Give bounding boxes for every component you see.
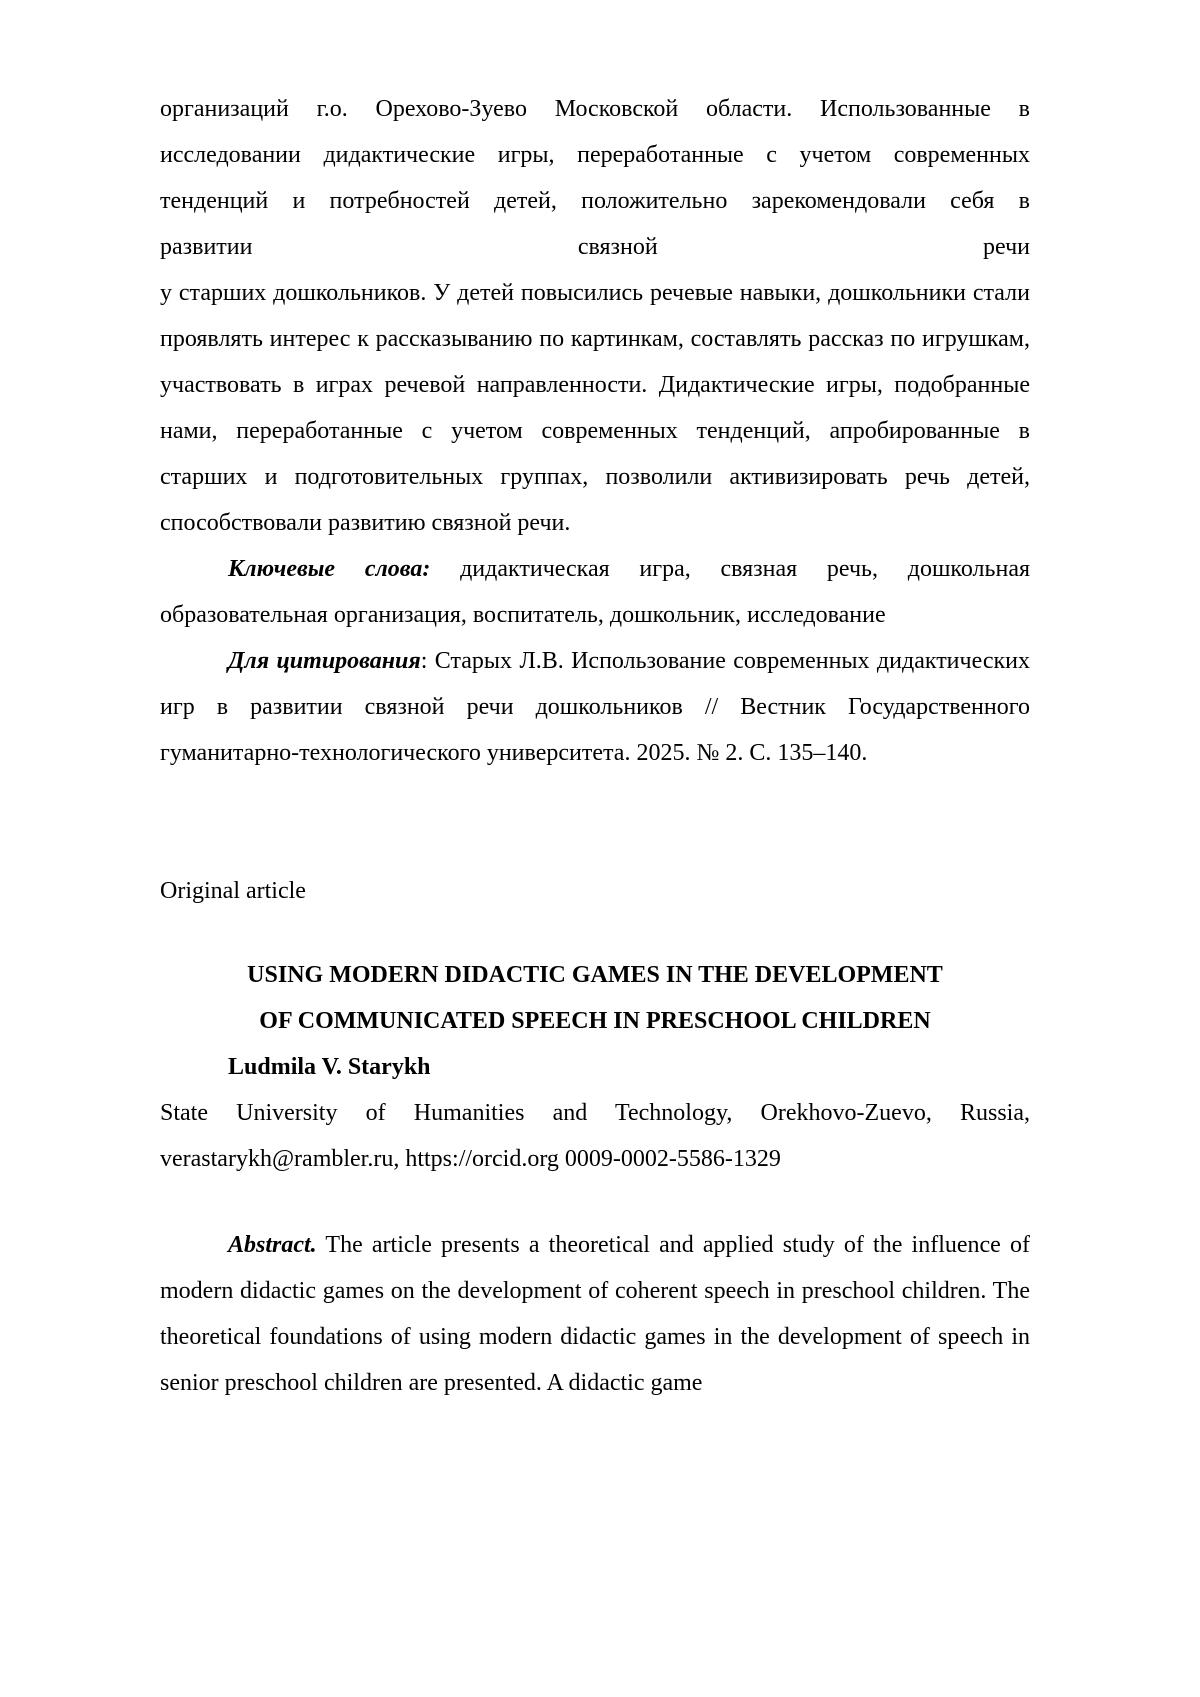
affiliation: State University of Humanities and Technology, Orekhovo-Zuevo, Russia, verastarykh@rambler.ru, https://orcid.org 0009-0002-5586-1329 xyxy=(160,1100,1030,1172)
abstract-text: The article presents a theoretical and applied study of the influence of modern didactic games on the development of coherent speech in preschool children. The theoretical foundations of using modern didactic games in the development of speech in senior preschool children are presented. A didactic game xyxy=(160,1232,1030,1396)
body-paragraph-part1: организаций г.о. Орехово-Зуево Московской области. Использованные в исследовании дидактические игры, переработанные с учетом современных тенденций и потребностей детей, положительно зарекомендовали себя в xyxy=(160,96,1030,214)
article-title xyxy=(160,952,1030,1044)
keywords-label: Ключевые слова: xyxy=(228,556,431,582)
citation-label: Для цитирования xyxy=(228,648,421,674)
citation-text: : Старых Л.В. Использование современных дидактических игр в развитии связной речи дошкольников // Вестник Государственного гуманитарно-технологического университета. 2025. № 2. С. 135–140. xyxy=(160,648,1030,766)
keywords-text: дидактическая игра, связная речь, дошкольная образовательная организация, воспитатель, дошкольник, исследование xyxy=(160,556,1031,628)
article-title-line1: USING MODERN DIDACTIC GAMES IN THE DEVELOPMENT xyxy=(247,962,943,988)
body-paragraph-part2: у старших дошкольников. У детей повысились речевые навыки, дошкольники стали проявлять интерес к рассказыванию по картинкам, составлять рассказ по игрушкам, участвовать в играх речевой направленности. Дидактические игры, подобранные нами, переработанные с учетом современных тенденций, апробированные в старших и подготовительных группах, позволили активизировать речь детей, способствовали развитию связной речи. xyxy=(160,280,1030,536)
body-paragraph-stretched-line: развитии связной речи xyxy=(160,234,1030,260)
keywords-paragraph xyxy=(160,546,1030,638)
abstract-label: Abstract. xyxy=(228,1232,317,1258)
abstract-paragraph xyxy=(160,1222,1030,1406)
article-type-label: Original article xyxy=(160,878,306,904)
author-name: Ludmila V. Starykh xyxy=(228,1054,431,1080)
citation-paragraph xyxy=(160,638,1030,776)
article-title-line2: OF COMMUNICATED SPEECH IN PRESCHOOL CHILDREN xyxy=(259,1008,931,1034)
